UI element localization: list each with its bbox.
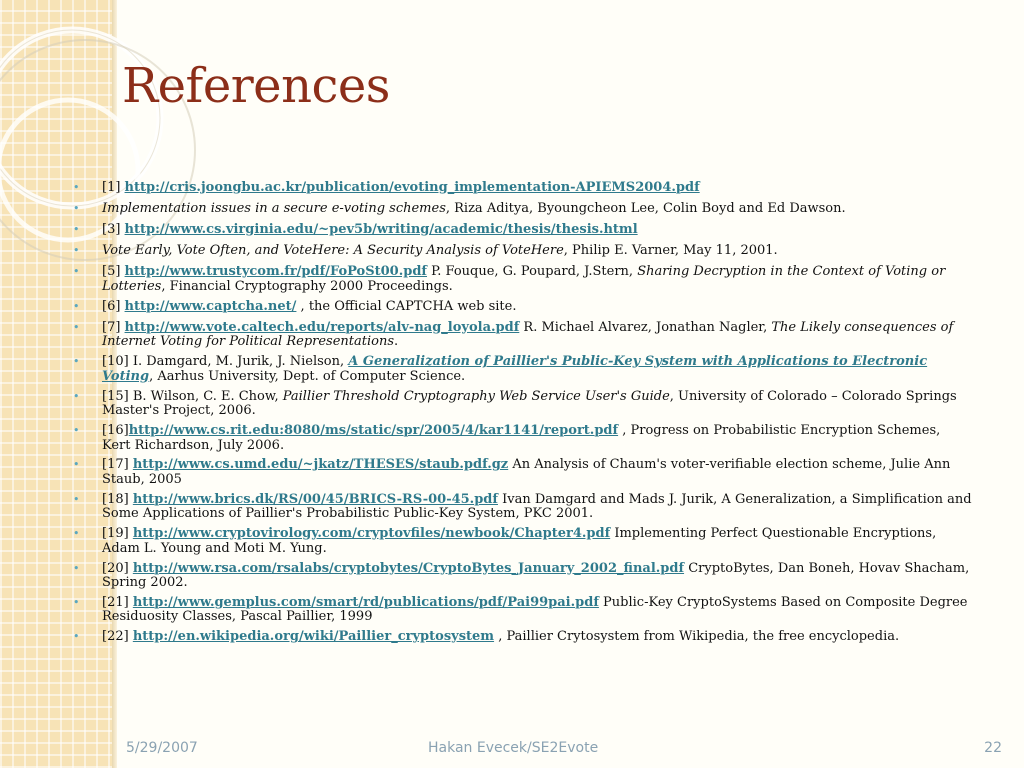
bullet-icon: • [73,492,80,506]
bullet-icon: • [73,202,80,216]
bullet-icon: • [73,299,80,313]
reference-title: Implementation issues in a secure e-voting schemes [102,201,446,217]
reference-link[interactable]: http://www.brics.dk/RS/00/45/BRICS-RS-00-45.pdf [132,491,498,507]
reference-text: [7] [102,319,125,335]
reference-title: Vote Early, Vote Often, and VoteHere: A Security Analysis of VoteHere [102,243,564,259]
slide-title: References [122,58,390,114]
reference-text: CryptoBytes, Dan Boneh, Hovav Shacham, Spring 2002. [102,560,970,591]
reference-text: [15] B. Wilson, C. E. Chow, [102,388,283,404]
reference-text: , Progress on Probabilistic Encryption Schemes, Kert Richardson, July 2006. [102,423,941,453]
reference-item [72,321,972,350]
bullet-icon: • [73,320,80,334]
bullet-icon: • [73,527,80,541]
reference-link[interactable]: http://www.vote.caltech.edu/reports/alv-nag_loyola.pdf [124,319,520,335]
reference-link[interactable]: http://www.cryptovirology.com/cryptovfiles/newbook/Chapter4.pdf [132,526,611,542]
references-list [72,181,972,651]
reference-text: [5] [102,264,125,280]
reference-item [72,181,972,196]
reference-text: P. Fouque, G. Poupard, J.Stern, [427,264,638,280]
reference-text: [1] [102,180,125,195]
reference-item [72,202,972,217]
reference-text: , Philip E. Varner, May 11, 2001. [563,243,778,259]
bullet-icon: • [73,389,80,403]
bullet-icon: • [73,265,80,279]
footer-date: 5/29/2007 [126,740,198,756]
reference-text: , Riza Aditya, Byoungcheon Lee, Colin Boyd and Ed Dawson. [445,201,846,217]
reference-text: [21] [102,594,133,610]
bullet-icon: • [73,223,80,237]
reference-title: Paillier Threshold Cryptography Web Service User's Guide [282,388,670,404]
reference-text: , Paillier Crytosystem from Wikipedia, the free encyclopedia. [494,629,900,645]
reference-text: [18] [102,491,133,507]
reference-item [72,527,972,556]
reference-link[interactable]: A Generalization of Paillier's Public-Key System with Applications to Electronic Voting [102,354,928,384]
slide-footer [0,739,1024,757]
bullet-icon: • [73,595,80,609]
reference-item [72,223,972,238]
bullet-icon: • [73,181,80,194]
reference-text: Implementing Perfect Questionable Encryptions, Adam L. Young and Moti M. Yung. [102,526,937,556]
reference-text: Ivan Damgard and Mads J. Jurik, A Generalization, a Simplification and Some Applications of Paillier's Probabilistic Public-Key System, PKC 2001. [102,491,972,522]
reference-link[interactable]: http://www.cs.rit.edu:8080/ms/static/spr/2005/4/kar1141/report.pdf [128,423,619,439]
reference-link[interactable]: http://www.trustycom.fr/pdf/FoPoSt00.pdf [124,264,428,280]
reference-text: [19] [102,526,133,542]
reference-item [72,493,972,522]
reference-link[interactable]: http://en.wikipedia.org/wiki/Paillier_cryptosystem [132,629,495,645]
reference-link[interactable]: http://cris.joongbu.ac.kr/publication/evoting_implementation-APIEMS2004.pdf [124,180,700,195]
reference-item [72,390,972,419]
footer-author: Hakan Evecek/SE2Evote [428,740,599,756]
reference-text: [3] [102,222,125,238]
reference-text: . [394,334,399,350]
bullet-icon: • [73,630,80,644]
reference-item [72,265,972,294]
reference-link[interactable]: http://www.captcha.net/ [124,298,297,314]
reference-text: R. Michael Alvarez, Jonathan Nagler, [519,319,772,335]
reference-item [72,424,972,453]
bullet-icon: • [73,424,80,438]
footer-page-number: 22 [984,740,1002,756]
reference-title: The Likely consequences of Internet Voting for Political Representations [102,319,954,350]
reference-item [72,596,972,625]
reference-text: , the Official CAPTCHA web site. [296,298,517,314]
reference-text: , University of Colorado – Colorado Springs Master's Project, 2006. [102,388,957,419]
bullet-icon: • [73,561,80,575]
reference-text: [6] [102,298,125,314]
reference-item [72,458,972,487]
reference-text: An Analysis of Chaum's voter-verifiable election scheme, Julie Ann Staub, 2005 [102,457,951,487]
reference-item [72,562,972,591]
bullet-icon: • [73,355,80,369]
reference-text: [16] [102,423,129,439]
reference-item [72,244,972,259]
reference-link[interactable]: http://www.rsa.com/rsalabs/cryptobytes/CryptoBytes_January_2002_final.pdf [132,560,685,576]
reference-title: Sharing Decryption in the Context of Voting or Lotteries [102,264,946,294]
bullet-icon: • [73,458,80,472]
reference-link[interactable]: http://www.cs.virginia.edu/~pev5b/writing/academic/thesis/thesis.html [124,222,638,238]
reference-item [72,355,972,384]
reference-text: , Aarhus University, Dept. of Computer Science. [149,368,466,384]
reference-link[interactable]: http://www.gemplus.com/smart/rd/publications/pdf/Pai99pai.pdf [132,594,599,610]
bullet-icon: • [73,244,80,258]
reference-text: Public-Key CryptoSystems Based on Composite Degree Residuosity Classes, Pascal Paillier, 1999 [102,594,968,625]
reference-link[interactable]: http://www.cs.umd.edu/~jkatz/THESES/staub.pdf.gz [132,457,509,473]
reference-text: , Financial Cryptography 2000 Proceedings. [161,278,453,294]
reference-text: [22] [102,629,133,645]
reference-text: [20] [102,560,133,576]
reference-text: [17] [102,457,133,473]
reference-item [72,300,972,315]
reference-item [72,630,972,645]
reference-text: [10] I. Damgard, M. Jurik, J. Nielson, [102,354,349,370]
